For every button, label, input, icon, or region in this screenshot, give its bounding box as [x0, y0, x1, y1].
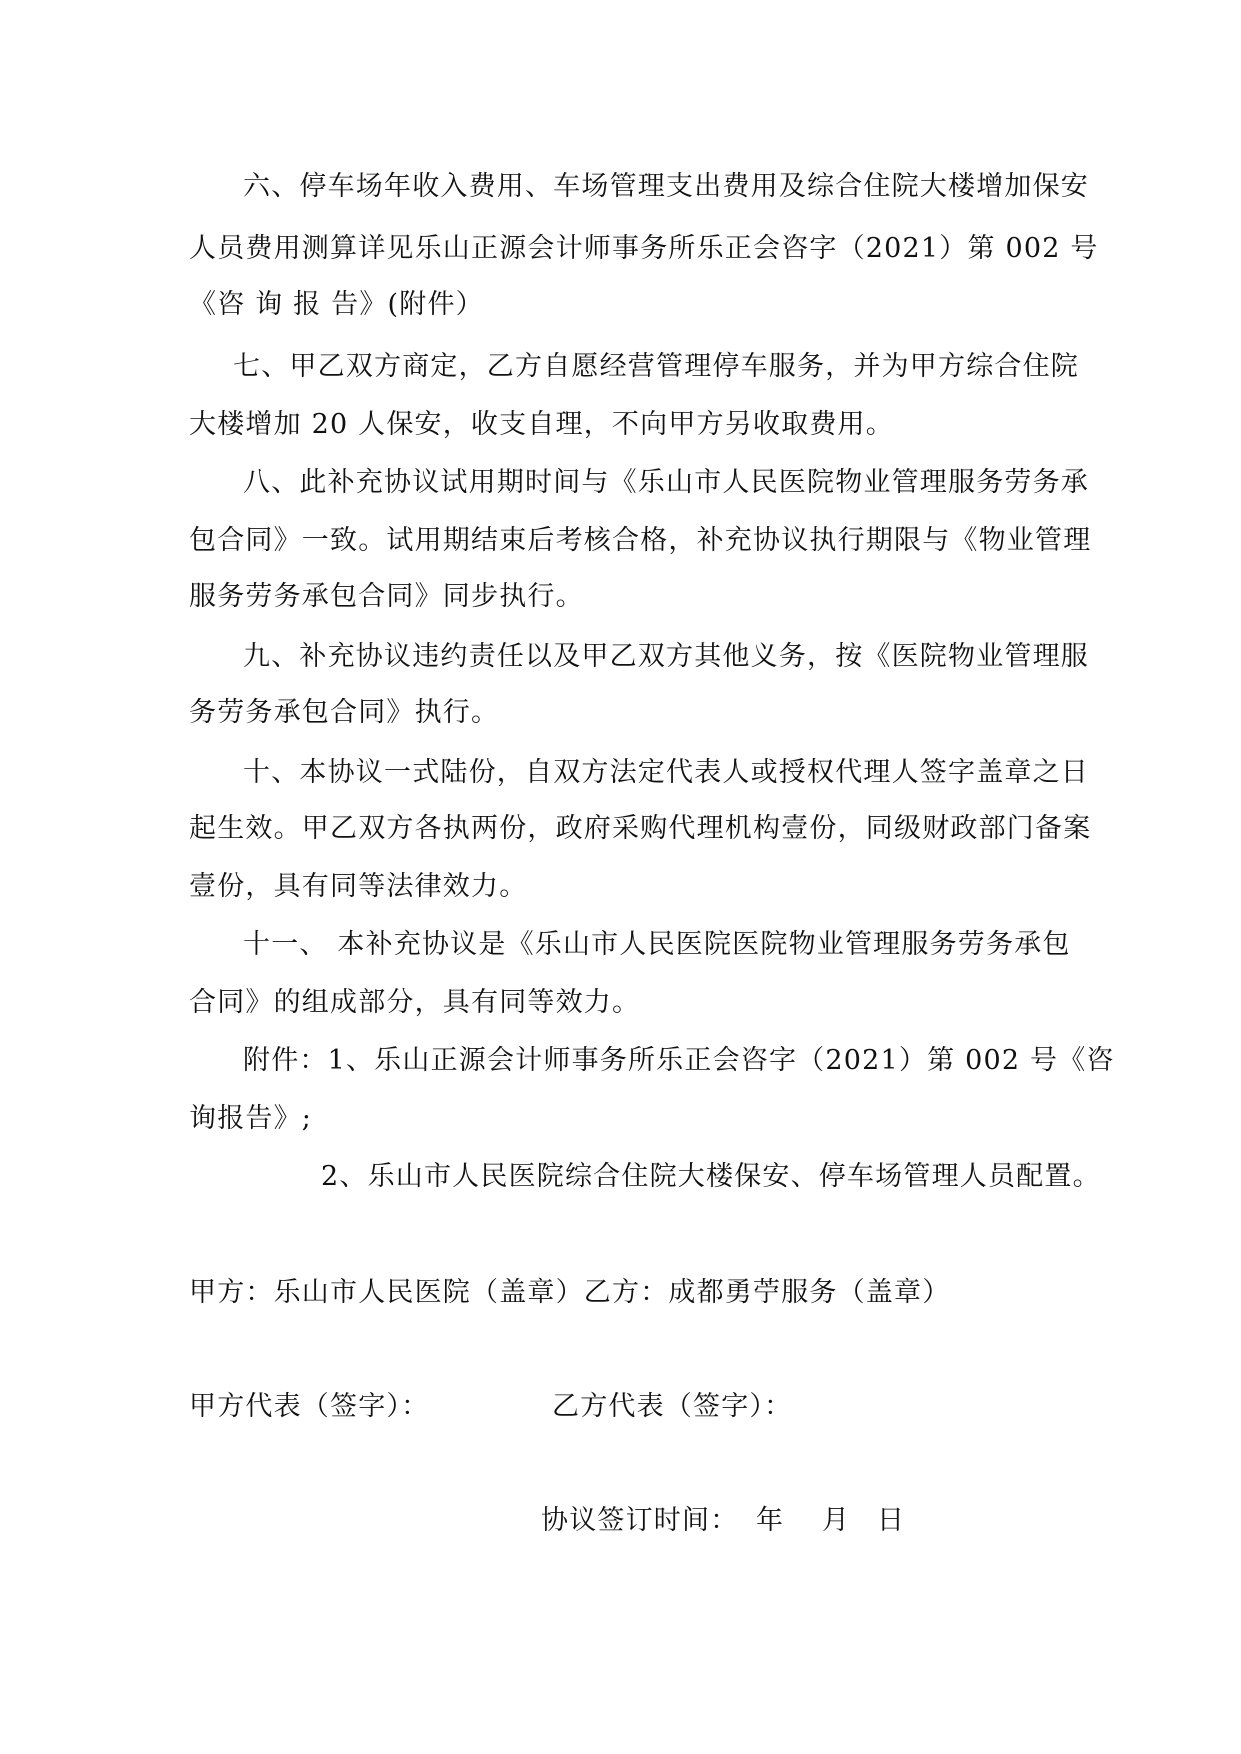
- party-b-representative-label: 乙方代表（签字）：: [552, 1391, 793, 1422]
- clause-10-line-1: 十、本协议一式陆份，自双方法定代表人或授权代理人签字盖章之日: [243, 757, 1089, 788]
- attachments-line-1: 附件：1、乐山正源会计师事务所乐正会咨字（2021）第 002 号《咨: [243, 1045, 1115, 1076]
- clause-9-line-2: 务劳务承包合同》执行。: [189, 697, 500, 728]
- party-a-representative-label: 甲方代表（签字）：: [189, 1391, 430, 1422]
- clause-10-line-3: 壹份，具有同等法律效力。: [189, 871, 528, 902]
- clause-11-line-1: 十一、 本补充协议是《乐山市人民医院医院物业管理服务劳务承包: [243, 929, 1071, 960]
- year-label: 年: [756, 1505, 785, 1536]
- clause-8-line-2: 包合同》一致。试用期结束后考核合格，补充协议执行期限与《物业管理: [189, 525, 1092, 556]
- clause-9-line-1: 九、补充协议违约责任以及甲乙双方其他义务，按《医院物业管理服: [243, 641, 1089, 672]
- clause-6-line-2: 人员费用测算详见乐山正源会计师事务所乐正会咨字（2021）第 002 号: [189, 233, 1099, 264]
- clause-7-line-2: 大楼增加 20 人保安，收支自理，不向甲方另收取费用。: [189, 409, 894, 440]
- clause-6-line-1: 六、停车场年收入费用、车场管理支出费用及综合住院大楼增加保安: [243, 171, 1089, 202]
- clause-8-line-1: 八、此补充协议试用期时间与《乐山市人民医院物业管理服务劳务承: [243, 467, 1089, 498]
- clause-8-line-3: 服务劳务承包合同》同步执行。: [189, 581, 584, 612]
- sign-date-label: 协议签订时间：: [541, 1505, 739, 1536]
- clause-7-line-1: 七、甲乙双方商定，乙方自愿经营管理停车服务，并为甲方综合住院: [233, 351, 1079, 382]
- day-label: 日: [877, 1505, 906, 1536]
- attachments-line-3: 2、乐山市人民医院综合住院大楼保安、停车场管理人员配置。: [321, 1161, 1101, 1192]
- month-label: 月: [822, 1505, 851, 1536]
- clause-10-line-2: 起生效。甲乙双方各执两份，政府采购代理机构壹份，同级财政部门备案: [189, 813, 1092, 844]
- parties-line: 甲方：乐山市人民医院（盖章）乙方：成都勇苧服务（盖章）: [189, 1277, 951, 1308]
- clause-11-line-2: 合同》的组成部分，具有同等效力。: [189, 987, 641, 1018]
- attachments-line-2: 询报告》;: [189, 1103, 313, 1134]
- clause-6-line-3: 《咨 询 报 告》(附件）: [189, 289, 484, 320]
